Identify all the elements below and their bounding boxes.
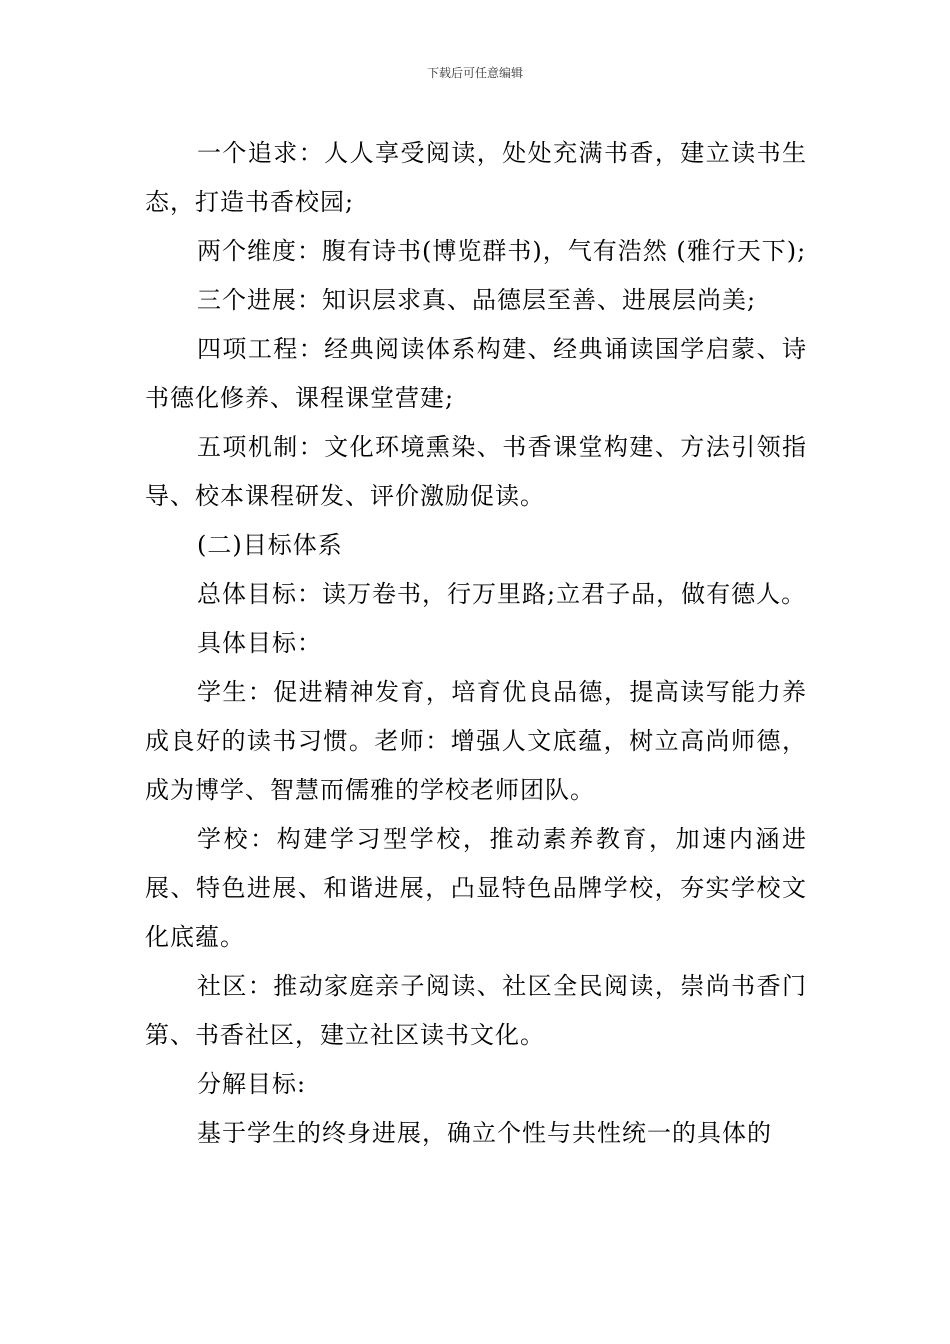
paragraph-five-mechanisms: 五项机制：文化环境熏染、书香课堂构建、方法引领指导、校本课程研发、评价激励促读。 — [145, 433, 807, 510]
paragraph-school: 学校：构建学习型学校，推动素养教育，加速内涵进展、特色进展、和谐进展，凸显特色品牌学校，夯实学校文化底蕴。 — [145, 825, 807, 951]
paragraph-one-pursuit: 一个追求：人人享受阅读，处处充满书香，建立读书生态，打造书香校园; — [145, 139, 807, 216]
paragraph-students-teachers: 学生：促进精神发育，培育优良品德，提高读写能力养成良好的读书习惯。老师：增强人文底蕴，树立高尚师德，成为博学、智慧而儒雅的学校老师团队。 — [145, 678, 807, 804]
paragraph-breakdown-text: 基于学生的终身进展，确立个性与共性统一的具体的 — [197, 1119, 772, 1147]
page-header: 下载后可任意编辑 — [426, 66, 523, 80]
section-heading-goal-system: (二)目标体系 — [197, 531, 343, 559]
paragraph-specific-goals-heading: 具体目标： — [197, 629, 322, 657]
paragraph-community: 社区：推动家庭亲子阅读、社区全民阅读，崇尚书香门第、书香社区，建立社区读书文化。 — [145, 972, 807, 1049]
paragraph-three-progress: 三个进展：知识层求真、品德层至善、进展层尚美; — [197, 286, 757, 314]
paragraph-four-projects: 四项工程：经典阅读体系构建、经典诵读国学启蒙、诗书德化修养、课程课堂营建; — [145, 335, 807, 412]
paragraph-two-dimensions: 两个维度：腹有诗书(博览群书)，气有浩然 (雅行天下); — [197, 237, 807, 265]
paragraph-breakdown-heading: 分解目标: — [197, 1070, 307, 1098]
paragraph-overall-goal: 总体目标：读万卷书，行万里路;立君子品，做有德人。 — [197, 580, 807, 608]
document-body — [145, 129, 807, 1158]
